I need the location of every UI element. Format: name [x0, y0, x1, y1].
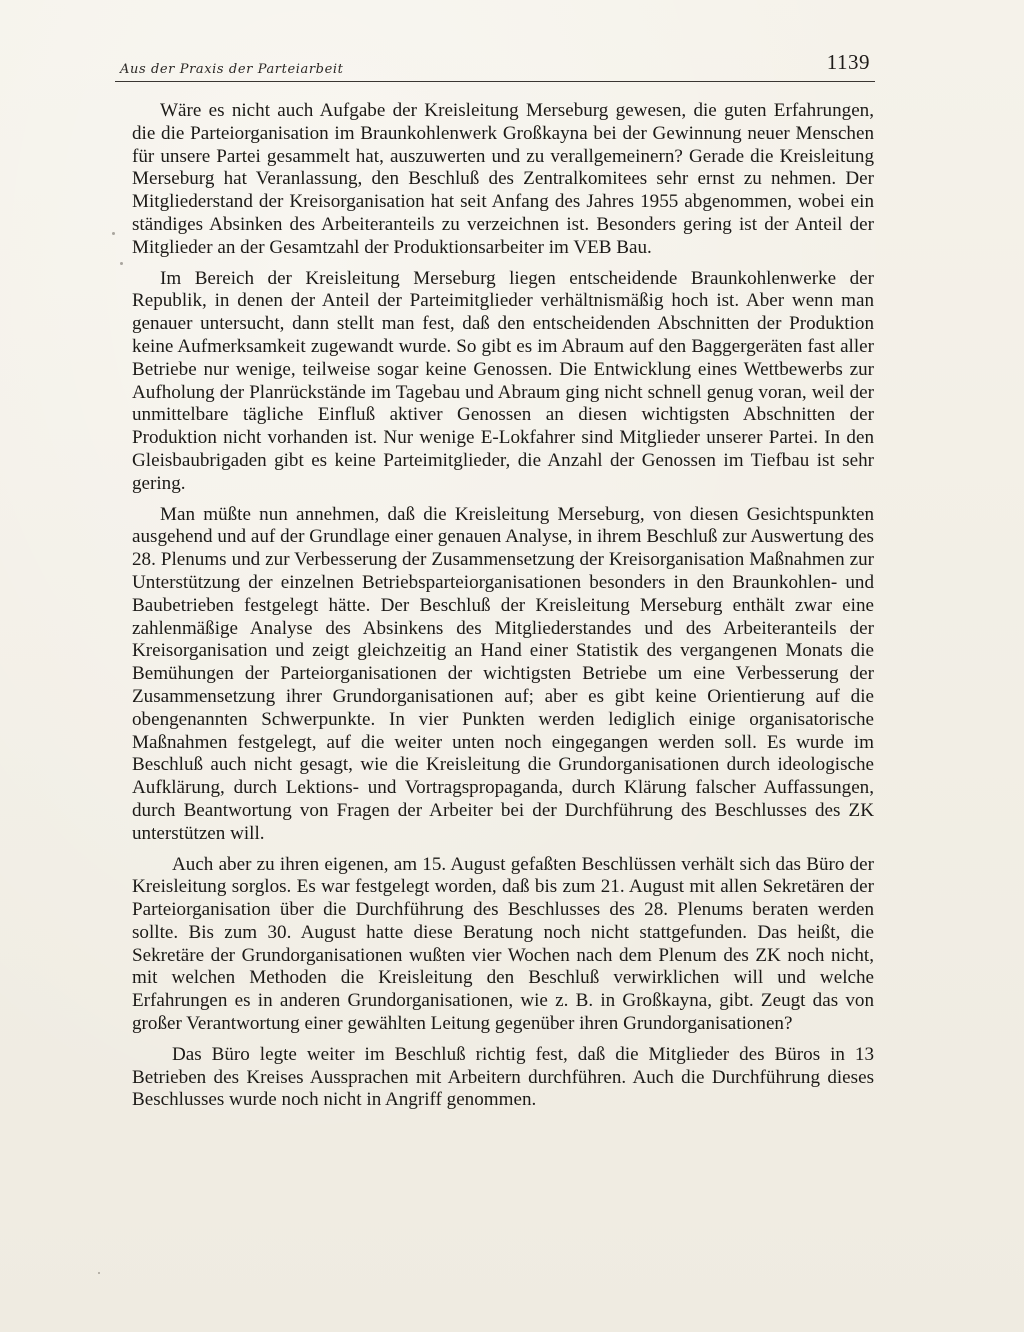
running-title: Aus der Praxis der Parteiarbeit: [120, 62, 344, 77]
page-header: [115, 42, 875, 82]
paragraph-1: Wäre es nicht auch Aufgabe der Kreisleitung Merseburg gewesen, die guten Erfahrungen, die die Parteiorganisation im Braunkohlenwerk Großkayna bei der Gewinnung neuer Menschen für unsere Partei gesammelt hat, auszuwerten und zu verallgemeinern? Gerade die Kreisleitung Merseburg hat Veranlassung, den Beschluß des Zentralkomitees sehr ernst zu nehmen. Der Mitgliederstand der Kreisorganisation hat seit Anfang des Jahres 1955 abgenommen, wobei ein ständiges Absinken des Arbeiteranteils zu verzeichnen ist. Besonders gering ist der Anteil der Mitglieder an der Gesamtzahl der Produktionsarbeiter im VEB Bau.: [132, 100, 874, 258]
article-body: [132, 100, 874, 1120]
page-number: 1139: [826, 50, 870, 74]
paragraph-2: Im Bereich der Kreisleitung Merseburg liegen entscheidende Braunkohlenwerke der Republik, in denen der Anteil der Parteimitglieder verhältnismäßig hoch ist. Aber wenn man genauer untersucht, dann stellt man fest, daß den entscheidenden Abschnitten der Produktion keine Aufmerksamkeit zugewandt wurde. So gibt es im Abraum auf den Baggergeräten fast aller Betriebe nur wenige, teilweise sogar keine Genossen. Die Entwicklung eines Wettbewerbs zur Aufholung der Planrückstände im Tagebau und Abraum ging nicht schnell genug voran, weil der unmittelbare tägliche Einfluß aktiver Genossen an diesen wichtigsten Abschnitten der Produktion nicht vorhanden ist. Nur wenige E-Lokfahrer sind Mitglieder unserer Partei. In den Gleisbaubrigaden gibt es keine Parteimitglieder, die Anzahl der Genossen im Tiefbau ist sehr gering.: [132, 267, 874, 494]
header-rule: [115, 81, 875, 82]
scan-speck: [112, 232, 115, 235]
scan-speck: [120, 262, 123, 265]
paragraph-4: Auch aber zu ihren eigenen, am 15. August gefaßten Beschlüssen verhält sich das Büro der Kreisleitung sorglos. Es war festgelegt worden, daß bis zum 21. August mit allen Sekretären der Parteiorganisation über die Durchführung des Beschlusses des 28. Plenums beraten werden sollte. Bis zum 30. August hatte diese Beratung noch nicht stattgefunden. Das heißt, die Sekretäre der Grundorganisationen wußten vier Wochen nach dem Plenum des ZK noch nicht, mit welchen Methoden die Kreisleitung den Beschluß verwirklichen will und welche Erfahrungen es in anderen Grundorganisationen, wie z. B. in Großkayna, gibt. Zeugt das von großer Verantwortung einer gewählten Leitung gegenüber ihren Grundorganisationen?: [132, 853, 874, 1035]
paragraph-5: Das Büro legte weiter im Beschluß richtig fest, daß die Mitglieder des Büros in 13 Betrieben des Kreises Aussprachen mit Arbeitern durchführen. Auch die Durchführung dieses Beschlusses wurde noch nicht in Angriff genommen.: [132, 1043, 874, 1111]
scan-speck: [98, 1272, 100, 1274]
paragraph-3: Man müßte nun annehmen, daß die Kreisleitung Merseburg, von diesen Gesichtspunkten ausgehend und auf der Grundlage einer genauen Analyse, in ihrem Beschluß zur Auswertung des 28. Plenums und zur Verbesserung der Zusammensetzung der Kreisorganisation Maßnahmen zur Unterstützung der einzelnen Betriebsparteiorganisationen besonders in den Braunkohlen- und Baubetrieben festgelegt hätte. Der Beschluß der Kreisleitung Merseburg enthält zwar eine zahlenmäßige Analyse des Absinkens des Mitgliederstandes und des Arbeiteranteils der Kreisorganisation und zeigt gleichzeitig an Hand einer Statistik des vergangenen Monats die Bemühungen der Parteiorganisationen der wichtigsten Betriebe um eine Verbesserung der Zusammensetzung ihrer Grundorganisationen auf; aber es gibt keine Orientierung auf die obengenannten Schwerpunkte. In vier Punkten werden lediglich einige organisatorische Maßnahmen festgelegt, auf die weiter unten noch eingegangen werden soll. Es wurde im Beschluß auch nicht gesagt, wie die Kreisleitung die Grundorganisationen durch ideologische Aufklärung, durch Lektions- und Vortragspropaganda, durch Klärung falscher Auffassungen, durch Beantwortung von Fragen der Arbeiter bei der Durchführung des Beschlusses des ZK unterstützen will.: [132, 503, 874, 844]
